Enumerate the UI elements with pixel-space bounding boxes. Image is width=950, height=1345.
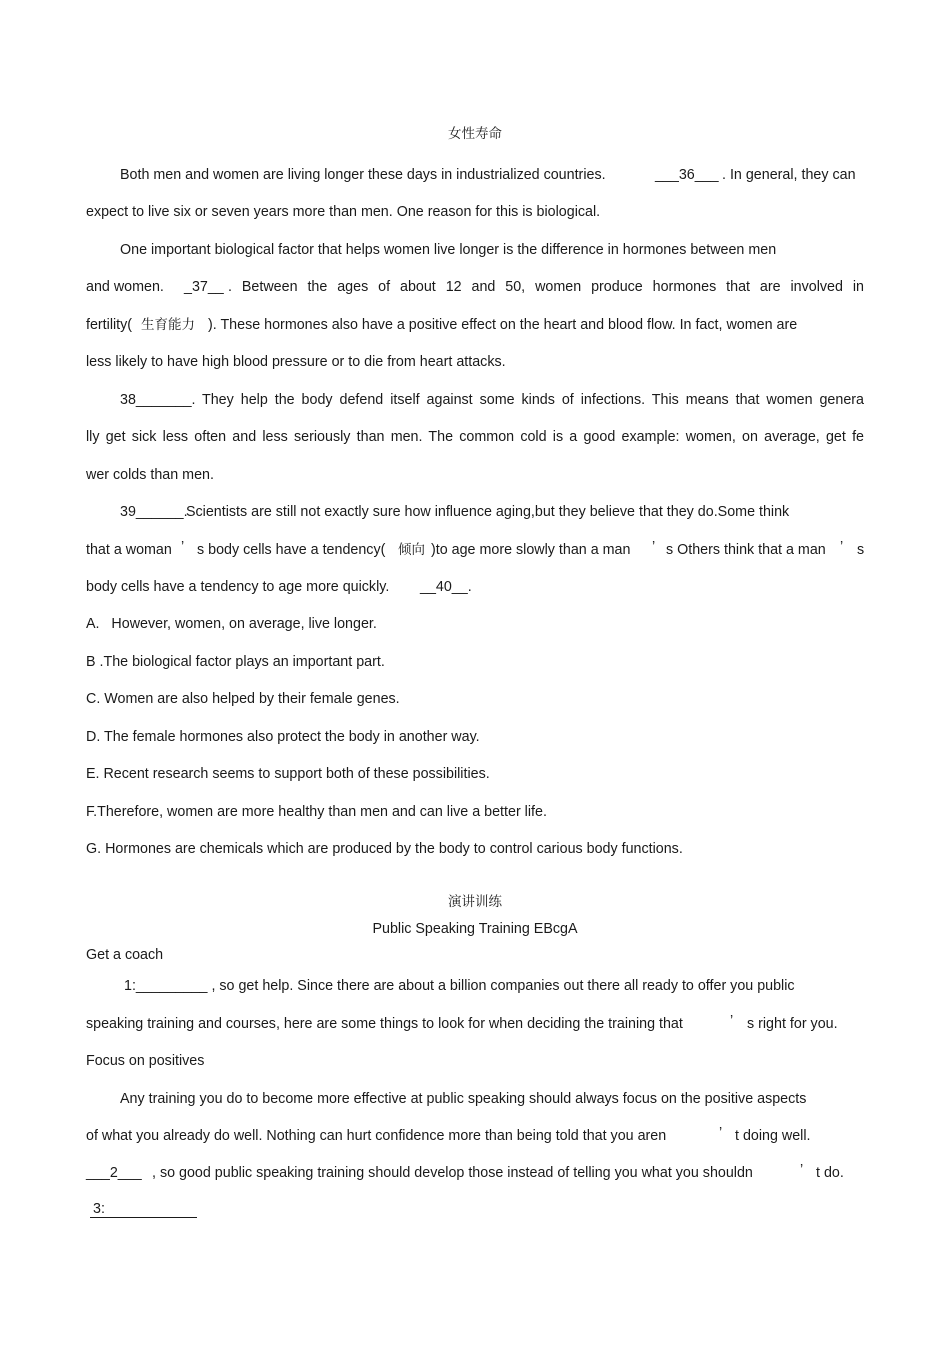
option-b: B .The biological factor plays an important part. [86, 654, 385, 670]
p4-apostrophe-2: ’ [652, 539, 656, 555]
option-g: G. Hormones are chemicals which are produced by the body to control carious body functions. [86, 841, 683, 857]
blank-40: __40__. [420, 579, 472, 595]
s2-line3-b: , so good public speaking training should develop those instead of telling you what you shouldn [152, 1165, 753, 1181]
s2-line3-d: t do. [816, 1165, 844, 1181]
passage2-title-en: Public Speaking Training EBcgA [372, 921, 578, 937]
s2-line1: Any training you do to become more effective at public speaking should always focus on the positive aspects [120, 1091, 807, 1107]
p4-apostrophe-1: ’ [181, 539, 185, 555]
p2-line4: less likely to have high blood pressure or to die from heart attacks. [86, 354, 506, 370]
p2-line1: One important biological factor that helps women live longer is the difference in hormones between men [120, 242, 777, 258]
blank-39: 39______. [120, 504, 188, 520]
s1-line2-a: speaking training and courses, here are some things to look for when deciding the training that [86, 1016, 683, 1032]
heading-get-a-coach: Get a coach [86, 947, 164, 963]
p4-line2-c: s body cells have a tendency( [197, 542, 386, 558]
p4-line2-d: )to age more slowly than a man [431, 542, 631, 558]
p1-line1-b: . In general, they can [722, 167, 856, 183]
p2-line2-b: . Between the ages of about 12 and 50, women produce hormones that are involved in [228, 279, 864, 295]
blank-2: ___2___ [86, 1165, 142, 1181]
s1-line2-c: s right for you. [747, 1016, 838, 1032]
option-a: A. However, women, on average, live longer. [86, 616, 377, 632]
option-c: C. Women are also helped by their female genes. [86, 691, 400, 707]
option-f: F.Therefore, women are more healthy than men and can live a better life. [86, 804, 547, 820]
blank-36: ___36___ [655, 167, 719, 183]
p2-line3-cjk: 生育能力 [141, 317, 195, 333]
p4-line2-h: s [857, 542, 865, 558]
p4-apostrophe-3: ’ [840, 539, 844, 555]
passage2-title-cn: 演讲训练 [448, 894, 502, 910]
blank-37: _37__ [184, 279, 224, 295]
p4-line2-cjk: 倾向 [398, 542, 425, 558]
s1-apostrophe: ’ [730, 1013, 734, 1029]
p2-line3-a: fertility( [86, 317, 133, 333]
p4-line1-b: Scientists are still not exactly sure how influence aging,but they believe that they do.Some think [186, 504, 790, 520]
s2-line2-c: t doing well. [735, 1128, 811, 1144]
s2-apostrophe-1: ’ [719, 1125, 723, 1141]
p4-line2-f: s Others think that a man [666, 542, 826, 558]
p1-line2: expect to live six or seven years more than men. One reason for this is biological. [86, 204, 601, 220]
p2-line3-b: ). These hormones also have a positive effect on the heart and blood flow. In fact, women are [208, 317, 798, 333]
p3-line3: wer colds than men. [86, 467, 214, 483]
heading-focus-on-positives: Focus on positives [86, 1053, 205, 1069]
s1-line1: 1:_________ , so get help. Since there are about a billion companies out there all ready to offer you public [124, 978, 795, 994]
p3-line1-b: They help the body defend itself against some kinds of infections. This means that women genera [202, 392, 864, 408]
p4-line2-a: that a woman [86, 542, 172, 558]
p3-line2: lly get sick less often and less seriously than men. The common cold is a good example: women, on average, get fe [86, 429, 864, 445]
option-d: D. The female hormones also protect the body in another way. [86, 729, 480, 745]
passage1-title: 女性寿命 [448, 126, 502, 142]
p4-line3-a: body cells have a tendency to age more quickly. [86, 579, 390, 595]
p1-line1-a: Both men and women are living longer these days in industrialized countries. [120, 167, 606, 183]
blank-3: 3: [90, 1201, 197, 1218]
p2-line2-a: and women. [86, 279, 164, 295]
s2-line2-a: of what you already do well. Nothing can hurt confidence more than being told that you aren [86, 1128, 667, 1144]
blank-38: 38_______. [120, 392, 196, 408]
s2-apostrophe-2: ’ [800, 1162, 804, 1178]
option-e: E. Recent research seems to support both of these possibilities. [86, 766, 490, 782]
